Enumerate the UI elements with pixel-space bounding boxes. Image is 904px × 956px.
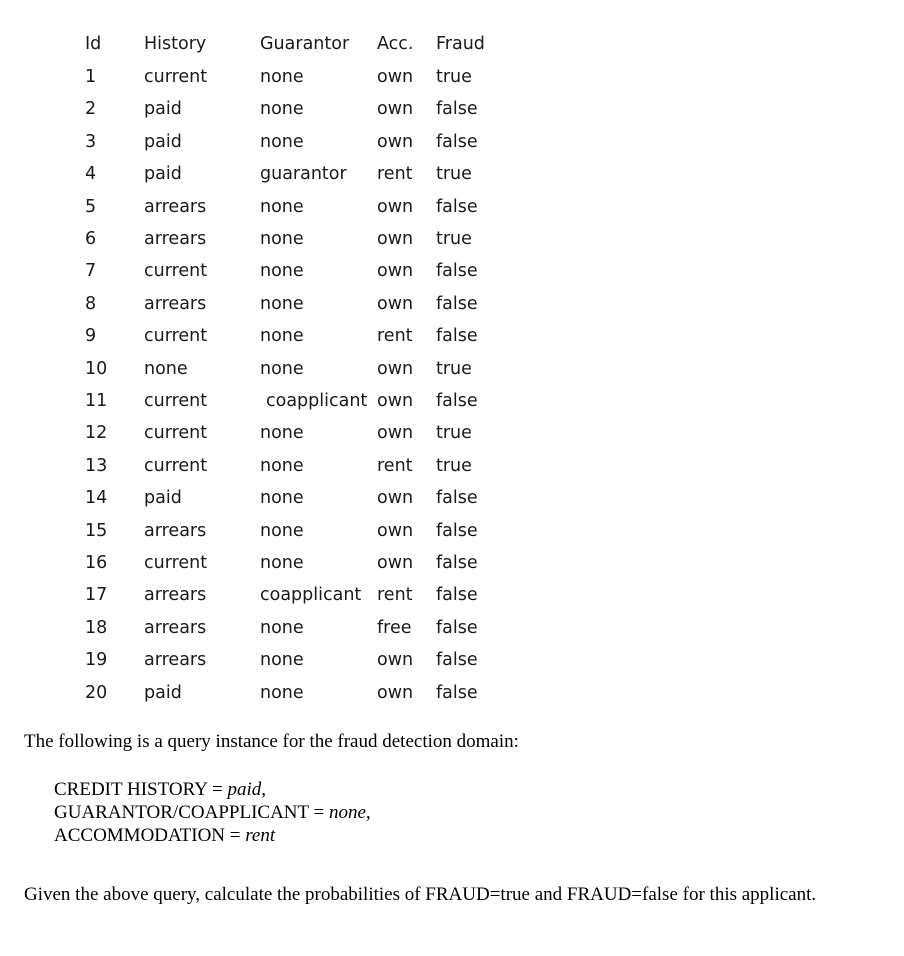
cell-id: 8 xyxy=(85,293,97,314)
cell-acc: own xyxy=(377,67,414,87)
cell-id: 18 xyxy=(85,617,108,638)
cell-fraud: false xyxy=(436,99,478,120)
cell-fraud: false xyxy=(436,650,478,671)
cell-acc: own xyxy=(377,99,414,120)
cell-guarantor: none xyxy=(260,455,304,476)
cell-id: 13 xyxy=(85,455,108,476)
cell-acc: own xyxy=(377,196,414,217)
table-row xyxy=(0,255,904,287)
cell-fraud: false xyxy=(436,617,478,638)
cell-guarantor: none xyxy=(260,67,304,87)
cell-guarantor: guarantor xyxy=(260,164,347,185)
cell-acc: own xyxy=(377,488,414,509)
cell-id: 12 xyxy=(85,423,108,444)
query-guarantor-value: none, xyxy=(329,802,371,823)
cell-acc: own xyxy=(377,293,414,314)
cell-history: arrears xyxy=(144,229,207,249)
table-row xyxy=(0,61,904,93)
cell-history: paid xyxy=(144,131,182,152)
table-row xyxy=(0,547,904,579)
cell-history: current xyxy=(144,391,208,411)
header-fraud: Fraud xyxy=(436,34,485,54)
cell-guarantor: none xyxy=(260,99,304,120)
cell-history: current xyxy=(144,326,208,347)
query-credit-history-label: CREDIT HISTORY = xyxy=(54,779,228,800)
cell-acc: rent xyxy=(377,326,413,347)
table-row xyxy=(0,191,904,223)
cell-history: current xyxy=(144,67,208,87)
cell-history: paid xyxy=(144,488,182,509)
cell-history: paid xyxy=(144,682,182,703)
cell-fraud: true xyxy=(436,67,472,87)
query-credit-history xyxy=(54,778,266,801)
table-row xyxy=(0,320,904,352)
question-text: Given the above query, calculate the probabilities of FRAUD=true and FRAUD=false for this applicant. xyxy=(24,884,817,905)
cell-id: 1 xyxy=(85,67,97,87)
cell-acc: free xyxy=(377,617,412,638)
table-row xyxy=(0,353,904,385)
table-row xyxy=(0,223,904,255)
table-row xyxy=(0,482,904,514)
cell-history: arrears xyxy=(144,650,207,671)
table-row xyxy=(0,515,904,547)
query-guarantor xyxy=(54,801,371,824)
table-row xyxy=(0,158,904,190)
cell-acc: own xyxy=(377,423,414,444)
cell-fraud: false xyxy=(436,520,478,541)
table-row xyxy=(0,126,904,158)
cell-history: current xyxy=(144,553,208,573)
cell-guarantor: none xyxy=(260,326,304,347)
cell-id: 17 xyxy=(85,585,108,606)
cell-fraud: false xyxy=(436,682,478,703)
query-accommodation-value: rent xyxy=(245,825,276,846)
cell-fraud: false xyxy=(436,196,478,217)
cell-fraud: false xyxy=(436,488,478,509)
cell-guarantor: none xyxy=(260,617,304,638)
cell-history: current xyxy=(144,423,208,444)
cell-id: 5 xyxy=(85,196,97,217)
cell-guarantor: coapplicant xyxy=(266,391,368,411)
cell-fraud: false xyxy=(436,553,478,573)
cell-guarantor: none xyxy=(260,229,304,249)
cell-id: 2 xyxy=(85,99,97,120)
cell-id: 9 xyxy=(85,326,97,347)
table-row xyxy=(0,612,904,644)
cell-fraud: false xyxy=(436,585,478,606)
cell-history: none xyxy=(144,358,188,379)
table-row xyxy=(0,677,904,709)
cell-acc: own xyxy=(377,131,414,152)
cell-acc: own xyxy=(377,682,414,703)
cell-guarantor: none xyxy=(260,358,304,379)
header-guarantor: Guarantor xyxy=(260,34,350,54)
query-accommodation-label: ACCOMMODATION = xyxy=(54,825,246,846)
header-acc: Acc. xyxy=(377,34,414,54)
cell-history: arrears xyxy=(144,585,207,606)
cell-id: 19 xyxy=(85,650,108,671)
cell-fraud: true xyxy=(436,229,472,249)
cell-guarantor: none xyxy=(260,196,304,217)
cell-guarantor: none xyxy=(260,650,304,671)
cell-history: arrears xyxy=(144,196,207,217)
cell-acc: own xyxy=(377,229,414,249)
cell-fraud: true xyxy=(436,164,472,185)
table-row xyxy=(0,417,904,449)
cell-fraud: false xyxy=(436,326,478,347)
cell-acc: rent xyxy=(377,585,413,606)
cell-guarantor: none xyxy=(260,423,304,444)
query-guarantor-label: GUARANTOR/COAPPLICANT = xyxy=(54,802,329,823)
cell-id: 15 xyxy=(85,520,108,541)
cell-guarantor: none xyxy=(260,553,304,573)
cell-fraud: true xyxy=(436,455,472,476)
intro-text: The following is a query instance for the fraud detection domain: xyxy=(24,731,519,752)
cell-id: 4 xyxy=(85,164,97,185)
cell-history: current xyxy=(144,455,208,476)
cell-fraud: false xyxy=(436,391,478,411)
header-history: History xyxy=(144,34,207,54)
cell-fraud: true xyxy=(436,358,472,379)
query-credit-history-value: paid, xyxy=(227,779,266,800)
cell-history: arrears xyxy=(144,520,207,541)
table-row xyxy=(0,644,904,676)
cell-history: paid xyxy=(144,99,182,120)
query-accommodation xyxy=(54,824,275,847)
cell-guarantor: none xyxy=(260,682,304,703)
table-header-row xyxy=(0,28,904,60)
cell-acc: own xyxy=(377,358,414,379)
cell-guarantor: none xyxy=(260,488,304,509)
cell-id: 6 xyxy=(85,229,97,249)
cell-acc: rent xyxy=(377,455,413,476)
table-row xyxy=(0,385,904,417)
cell-id: 7 xyxy=(85,261,97,282)
cell-history: arrears xyxy=(144,617,207,638)
cell-id: 16 xyxy=(85,553,108,573)
table-row xyxy=(0,579,904,611)
cell-history: paid xyxy=(144,164,182,185)
cell-fraud: false xyxy=(436,293,478,314)
table-row xyxy=(0,450,904,482)
header-id: Id xyxy=(85,34,102,54)
cell-acc: own xyxy=(377,520,414,541)
table-row xyxy=(0,93,904,125)
cell-guarantor: coapplicant xyxy=(260,585,362,606)
cell-fraud: false xyxy=(436,261,478,282)
cell-acc: own xyxy=(377,553,414,573)
cell-acc: own xyxy=(377,261,414,282)
cell-fraud: false xyxy=(436,131,478,152)
cell-history: arrears xyxy=(144,293,207,314)
cell-acc: own xyxy=(377,391,414,411)
cell-acc: own xyxy=(377,650,414,671)
table-row xyxy=(0,288,904,320)
cell-guarantor: none xyxy=(260,131,304,152)
cell-id: 11 xyxy=(85,391,108,411)
cell-id: 14 xyxy=(85,488,108,509)
cell-guarantor: none xyxy=(260,261,304,282)
cell-id: 3 xyxy=(85,131,97,152)
cell-id: 10 xyxy=(85,358,108,379)
cell-acc: rent xyxy=(377,164,413,185)
cell-fraud: true xyxy=(436,423,472,444)
cell-id: 20 xyxy=(85,682,108,703)
cell-history: current xyxy=(144,261,208,282)
cell-guarantor: none xyxy=(260,293,304,314)
cell-guarantor: none xyxy=(260,520,304,541)
